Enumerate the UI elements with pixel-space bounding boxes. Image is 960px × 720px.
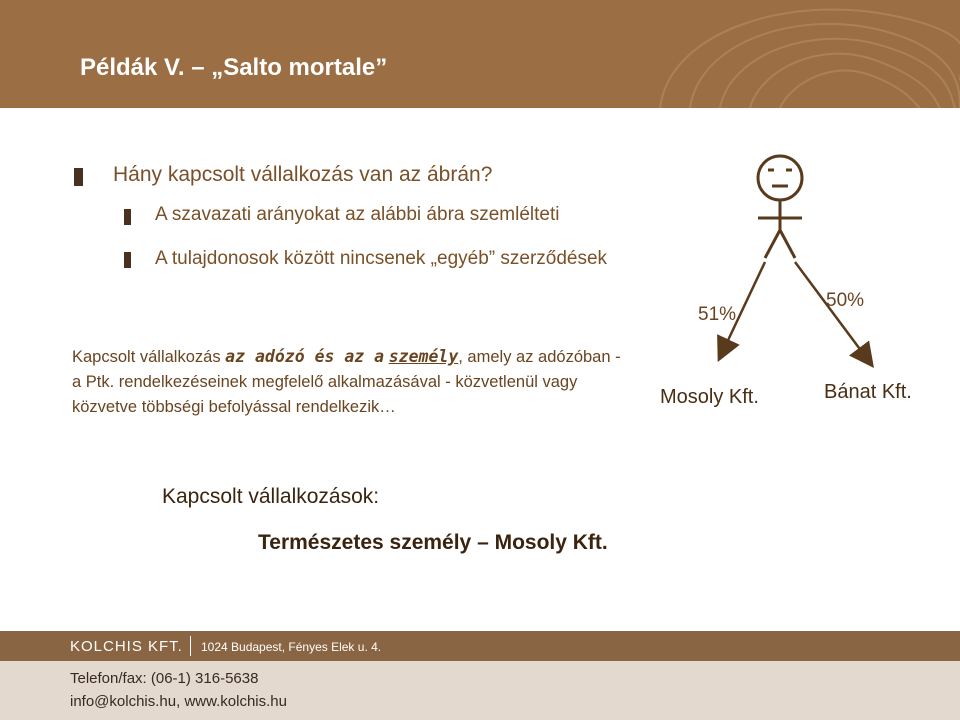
definition-part: Kapcsolt vállalkozás	[72, 348, 226, 366]
slide-title: Példák V. – „Salto mortale”	[80, 54, 388, 81]
right-percentage: 50%	[826, 290, 865, 311]
footer-divider	[190, 636, 191, 656]
footer-band	[0, 631, 960, 661]
arrow-to-banat	[795, 262, 868, 360]
left-percentage: 51%	[698, 304, 737, 325]
definition-part: , amely az adózóban - a Ptk. rendelkezéseinek megfelelő alkalmazásával - közvetlenül vagy közvetve többségi befolyással rendelkezik…	[72, 348, 621, 416]
definition-emphasis: az adózó és az a	[225, 347, 385, 366]
company-name: KOLCHIS KFT.	[70, 638, 183, 655]
contact-web: info@kolchis.hu, www.kolchis.hu	[70, 693, 287, 710]
definition-text	[72, 344, 632, 420]
sub-bullet-voting: A szavazati arányokat az alábbi ábra szemlélteti	[155, 204, 560, 225]
slide-header	[0, 0, 960, 108]
bullet-marker	[74, 168, 83, 186]
contact-phone: Telefon/fax: (06-1) 316-5638	[70, 670, 259, 687]
related-companies-pair: Természetes személy – Mosoly Kft.	[258, 531, 608, 554]
banat-company-label: Bánat Kft.	[824, 381, 912, 403]
company-address: 1024 Budapest, Fényes Elek u. 4.	[201, 640, 382, 654]
bullet-marker	[124, 252, 131, 268]
question-bullet: Hány kapcsolt vállalkozás van az ábrán?	[113, 163, 493, 186]
footer-contact-area	[0, 661, 960, 720]
ownership-diagram	[640, 150, 960, 420]
related-companies-heading: Kapcsolt vállalkozások:	[162, 485, 380, 508]
bullet-marker	[124, 209, 131, 225]
slide-footer	[0, 631, 960, 720]
definition-person-term: személy	[388, 347, 459, 366]
stick-figure-icon	[758, 156, 802, 258]
mosoly-company-label: Mosoly Kft.	[660, 386, 759, 408]
sub-bullet-contracts: A tulajdonosok között nincsenek „egyéb” szerződések	[155, 248, 608, 269]
